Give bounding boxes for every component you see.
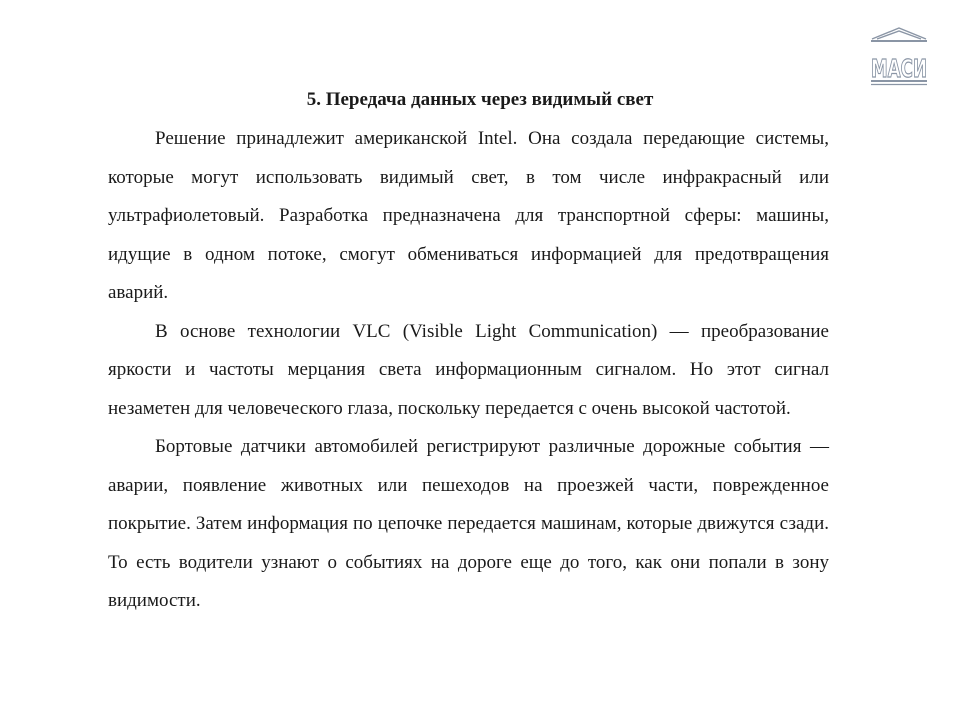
paragraph-vlc: В основе технологии VLC (Visible Light Communication) — преобразование яркости и частоты мерцания света информационным сигналом. Но этот сигнал незаметен для человеческого глаза, поскольку передается с очень высокой частотой.: [108, 320, 829, 419]
logo-text: МАСИ: [871, 54, 927, 83]
page-title: 5. Передача данных через видимый свет: [306, 89, 654, 110]
paragraph-intel: Решение принадлежит американской Intel. Она создала передающие системы, которые могут использовать видимый свет, в том числе инфракрасный или ультрафиолетовый. Разработка предназначена для транспортной сферы: машины, идущие в одном потоке, смогут обмениваться информацией для предотвращения аварий.: [108, 128, 829, 303]
paragraph-sensors: Бортовые датчики автомобилей регистрируют различные дорожные события — аварии, появление животных или пешеходов на проезжей части, поврежденное покрытие. Затем информация по цепочке передается машинам, которые движутся сзади. То есть водители узнают о событиях на дороге еще до того, как они попали в зону видимости.: [108, 436, 829, 611]
body-text: [108, 120, 829, 621]
masi-logo: [866, 26, 932, 86]
